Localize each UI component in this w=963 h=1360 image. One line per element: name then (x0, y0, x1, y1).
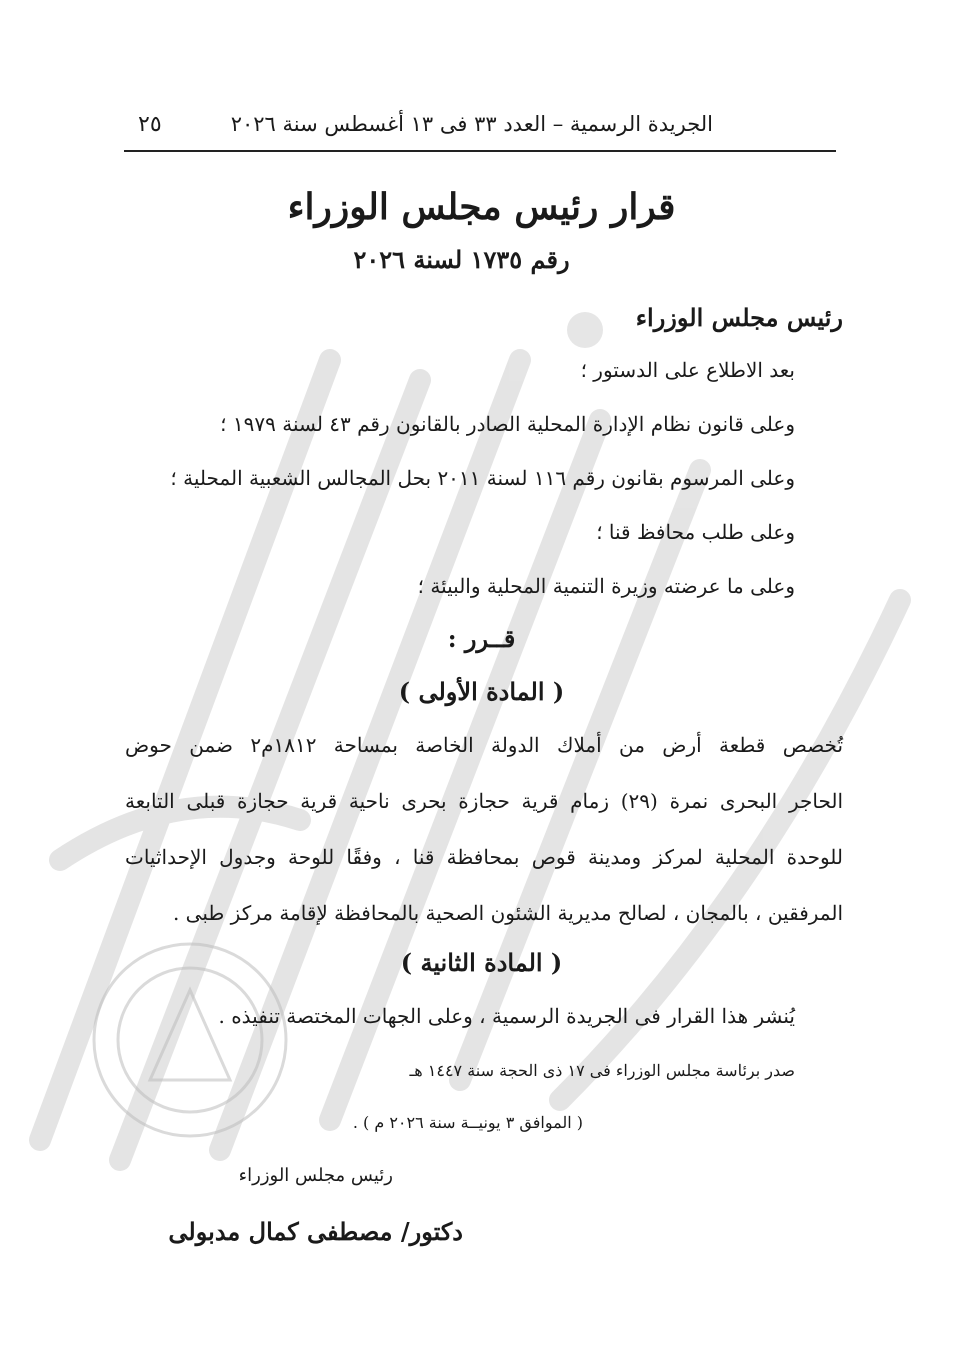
article-2-heading: ( المادة الثانية ) (400, 948, 563, 977)
issuer-heading: رئيس مجلس الوزراء (635, 303, 843, 332)
preamble-line: بعد الاطلاع على الدستور ؛ (580, 358, 795, 382)
preamble-line: وعلى ما عرضته وزيرة التنمية المحلية والبيئة ؛ (417, 574, 795, 598)
article-1-line: تُخصص قطعة أرض من أملاك الدولة الخاصة بمساحة ١٨١٢م٢ ضمن حوض (125, 733, 844, 757)
decided-heading: قــرر : (447, 624, 516, 653)
corresponding-date: ( الموافق ٣ يونيــة سنة ٢٠٢٦ م ) . (352, 1113, 583, 1132)
article-1-heading: ( المادة الأولى ) (398, 677, 565, 706)
preamble-line: وعلى طلب محافظ قنا ؛ (596, 520, 795, 544)
article-2-text: يُنشر هذا القرار فى الجريدة الرسمية ، وعلى الجهات المختصة تنفيذه . (218, 1004, 795, 1028)
running-head: الجريدة الرسمية – العدد ٣٣ فى ١٣ أغسطس سنة ٢٠٢٦ (230, 112, 713, 136)
preamble-line: وعلى المرسوم بقانون رقم ١١٦ لسنة ٢٠١١ بحل المجالس الشعبية المحلية ؛ (170, 466, 795, 490)
article-1-line: للوحدة المحلية لمركز ومدينة قوص بمحافظة قنا ، وفقًا للوحة وجدول الإحداثيات (125, 845, 843, 869)
signature-title: رئيس مجلس الوزراء (238, 1165, 393, 1186)
issued-date: صدر برئاسة مجلس الوزراء فى ١٧ ذى الحجة سنة ١٤٤٧ هـ (409, 1061, 795, 1080)
decree-number: رقم ١٧٣٥ لسنة ٢٠٢٦ (353, 245, 570, 274)
header-rule (124, 150, 836, 152)
decree-title: قرار رئيس مجلس الوزراء (287, 186, 676, 228)
article-1-line: المرفقين ، بالمجان ، لصالح مديرية الشئون الصحية بالمحافظة لإقامة مركز طبى . (172, 901, 843, 925)
page-number: ٢٥ (138, 112, 162, 137)
preamble-line: وعلى قانون نظام الإدارة المحلية الصادر بالقانون رقم ٤٣ لسنة ١٩٧٩ ؛ (220, 412, 795, 436)
signature-name: دكتور/ مصطفى كمال مدبولى (168, 1217, 463, 1246)
article-1-line: الحاجر البحرى نمرة (٢٩) زمام قرية حجازة بحرى ناحية قرية حجازة قبلى التابعة (125, 789, 843, 813)
